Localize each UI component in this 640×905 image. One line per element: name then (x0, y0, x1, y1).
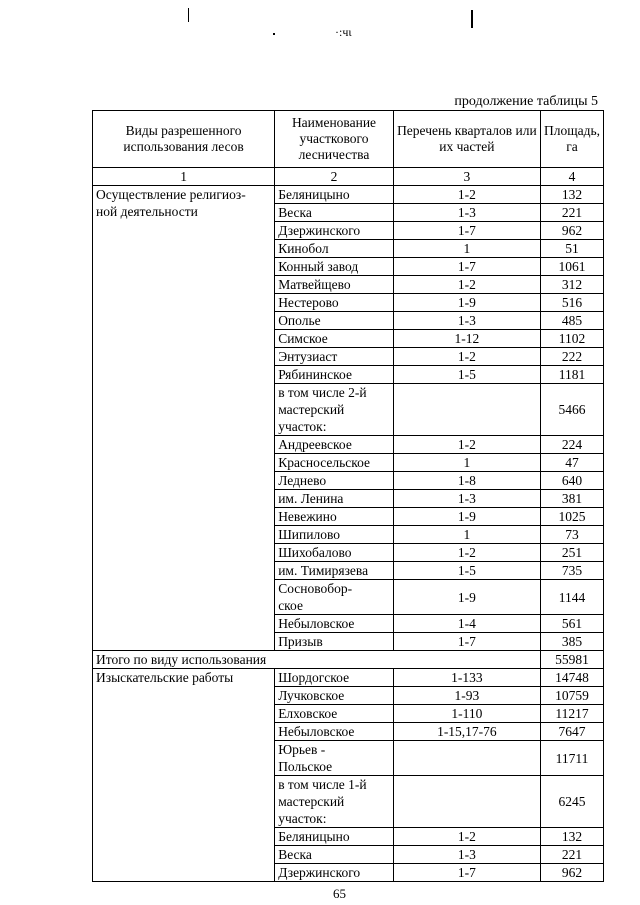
forestry-name-cell: Рябининское (275, 366, 394, 384)
forestry-name-cell: Дзержинского (275, 864, 394, 882)
quarters-cell: 1-8 (393, 472, 540, 490)
area-cell: 222 (540, 348, 603, 366)
col-number: 2 (275, 168, 394, 186)
quarters-cell: 1-9 (393, 294, 540, 312)
area-cell: 221 (540, 846, 603, 864)
table-row (93, 186, 604, 204)
forestry-name-cell: Леднево (275, 472, 394, 490)
quarters-cell: 1-4 (393, 615, 540, 633)
quarters-cell: 1-7 (393, 633, 540, 651)
forestry-name-cell: Энтузиаст (275, 348, 394, 366)
table-row (93, 669, 604, 687)
forestry-name-cell: Конный завод (275, 258, 394, 276)
forestry-name-cell: Дзержинского (275, 222, 394, 240)
quarters-cell: 1-2 (393, 348, 540, 366)
scan-mark-dot (273, 33, 275, 35)
header-forestry: Наименование участкового лесничества (275, 111, 394, 168)
area-cell: 10759 (540, 687, 603, 705)
quarters-cell: 1-5 (393, 366, 540, 384)
area-cell: 47 (540, 454, 603, 472)
quarters-cell (393, 776, 540, 828)
forestry-name-cell: в том числе 2-й мастерский участок: (275, 384, 394, 436)
forestry-name-cell: им. Тимирязева (275, 562, 394, 580)
quarters-cell: 1-2 (393, 186, 540, 204)
quarters-cell: 1-7 (393, 258, 540, 276)
quarters-cell: 1-133 (393, 669, 540, 687)
area-cell: 132 (540, 828, 603, 846)
forestry-name-cell: Невежино (275, 508, 394, 526)
area-cell: 640 (540, 472, 603, 490)
forestry-name-cell: Андреевское (275, 436, 394, 454)
quarters-cell (393, 384, 540, 436)
area-cell: 561 (540, 615, 603, 633)
forestry-name-cell: Матвейщево (275, 276, 394, 294)
quarters-cell: 1-2 (393, 828, 540, 846)
area-cell: 14748 (540, 669, 603, 687)
area-cell: 1025 (540, 508, 603, 526)
col-number: 1 (93, 168, 275, 186)
forestry-name-cell: Нестерово (275, 294, 394, 312)
area-cell: 1061 (540, 258, 603, 276)
area-cell: 132 (540, 186, 603, 204)
area-cell: 735 (540, 562, 603, 580)
quarters-cell: 1-3 (393, 846, 540, 864)
area-cell: 312 (540, 276, 603, 294)
forestry-name-cell: Лучковское (275, 687, 394, 705)
scan-mark-left (188, 8, 189, 22)
quarters-cell: 1-15,17-76 (393, 723, 540, 741)
forestry-name-cell: Ополье (275, 312, 394, 330)
forestry-name-cell: им. Ленина (275, 490, 394, 508)
forestry-name-cell: Шихобалово (275, 544, 394, 562)
quarters-cell: 1 (393, 526, 540, 544)
forestry-name-cell: Беляницыно (275, 186, 394, 204)
area-cell: 51 (540, 240, 603, 258)
area-cell: 1102 (540, 330, 603, 348)
quarters-cell: 1-9 (393, 508, 540, 526)
quarters-cell: 1-2 (393, 276, 540, 294)
quarters-cell: 1-93 (393, 687, 540, 705)
column-number-row (93, 168, 604, 186)
quarters-cell: 1-9 (393, 580, 540, 615)
quarters-cell: 1 (393, 240, 540, 258)
area-cell: 516 (540, 294, 603, 312)
header-area: Площадь, га (540, 111, 603, 168)
table-body (93, 186, 604, 882)
forestry-name-cell: в том числе 1-й мастерский участок: (275, 776, 394, 828)
area-cell: 11711 (540, 741, 603, 776)
total-row (93, 651, 604, 669)
area-cell: 385 (540, 633, 603, 651)
forestry-name-cell: Сосновобор- ское (275, 580, 394, 615)
area-cell: 11217 (540, 705, 603, 723)
forest-use-table (92, 110, 604, 882)
quarters-cell: 1-12 (393, 330, 540, 348)
area-cell: 381 (540, 490, 603, 508)
area-cell: 224 (540, 436, 603, 454)
table-caption: продолжение таблицы 5 (454, 94, 598, 109)
quarters-cell: 1-2 (393, 436, 540, 454)
area-cell: 1144 (540, 580, 603, 615)
total-area: 55981 (540, 651, 603, 669)
area-cell: 73 (540, 526, 603, 544)
scan-artifact: ·:чι (335, 25, 352, 39)
forestry-name-cell: Веска (275, 204, 394, 222)
forestry-name-cell: Призыв (275, 633, 394, 651)
quarters-cell: 1 (393, 454, 540, 472)
forestry-name-cell: Юрьев - Польское (275, 741, 394, 776)
quarters-cell: 1-7 (393, 864, 540, 882)
quarters-cell: 1-2 (393, 544, 540, 562)
area-cell: 962 (540, 864, 603, 882)
forestry-name-cell: Красносельское (275, 454, 394, 472)
forestry-name-cell: Небыловское (275, 723, 394, 741)
total-label: Итого по виду использования (93, 651, 541, 669)
header-row (93, 111, 604, 168)
forestry-name-cell: Веска (275, 846, 394, 864)
quarters-cell: 1-5 (393, 562, 540, 580)
forestry-name-cell: Симское (275, 330, 394, 348)
area-cell: 221 (540, 204, 603, 222)
use-type-cell: Осуществление религиоз- ной деятельности (93, 186, 275, 651)
forestry-name-cell: Кинобол (275, 240, 394, 258)
forestry-name-cell: Беляницыно (275, 828, 394, 846)
scan-mark-right (471, 10, 473, 28)
area-cell: 962 (540, 222, 603, 240)
quarters-cell (393, 741, 540, 776)
forestry-name-cell: Шордогское (275, 669, 394, 687)
quarters-cell: 1-3 (393, 490, 540, 508)
forestry-name-cell: Шипилово (275, 526, 394, 544)
area-cell: 6245 (540, 776, 603, 828)
col-number: 4 (540, 168, 603, 186)
area-cell: 5466 (540, 384, 603, 436)
quarters-cell: 1-7 (393, 222, 540, 240)
page-number: 65 (333, 886, 346, 901)
forestry-name-cell: Елховское (275, 705, 394, 723)
area-cell: 7647 (540, 723, 603, 741)
area-cell: 251 (540, 544, 603, 562)
quarters-cell: 1-3 (393, 312, 540, 330)
header-quarters: Перечень кварталов или их частей (393, 111, 540, 168)
area-cell: 1181 (540, 366, 603, 384)
area-cell: 485 (540, 312, 603, 330)
use-type-cell: Изыскательские работы (93, 669, 275, 882)
forestry-name-cell: Небыловское (275, 615, 394, 633)
header-use-type: Виды разрешенного использования лесов (93, 111, 275, 168)
quarters-cell: 1-110 (393, 705, 540, 723)
quarters-cell: 1-3 (393, 204, 540, 222)
col-number: 3 (393, 168, 540, 186)
